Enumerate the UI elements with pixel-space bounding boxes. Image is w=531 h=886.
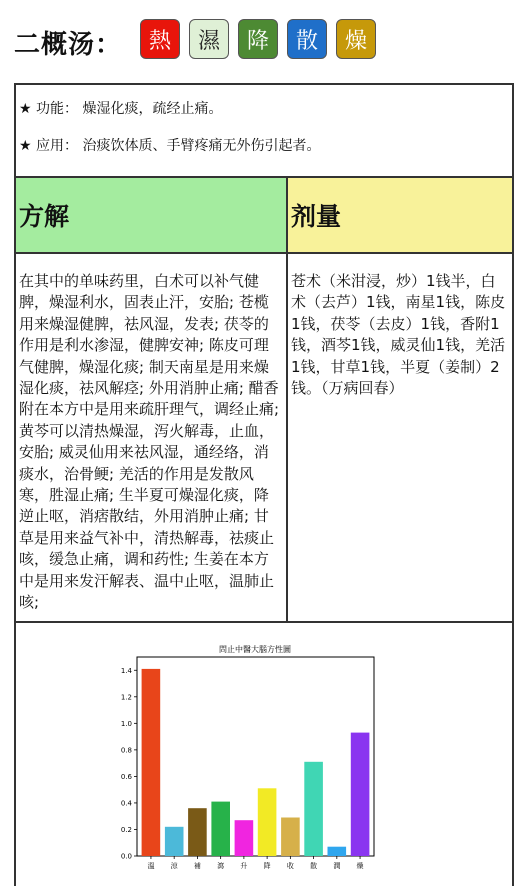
dosage-cell: 苍术（米泔浸，炒）1钱半，白术（去芦）1钱，南星1钱，陈皮1钱，茯苓（去皮）1钱，香附1钱，酒芩1钱，威灵仙1钱，羌活1钱，甘草1钱，半夏（姜制）2钱。（万病回春） — [291, 272, 506, 398]
property-badge-hot[interactable]: 熱 — [140, 19, 180, 59]
bar-9 — [351, 733, 370, 856]
y-tick-label-3: 0.6 — [120, 772, 132, 781]
y-tick-label-6: 1.2 — [120, 693, 132, 702]
usage-label: ★ 应用： — [19, 138, 79, 154]
x-tick-label-4: 升 — [240, 862, 248, 870]
formula-title: 二概汤： — [14, 29, 123, 60]
property-badge-disperse[interactable]: 散 — [287, 19, 327, 59]
x-tick-label-5: 降 — [263, 862, 271, 870]
y-tick-label-1: 0.2 — [120, 825, 132, 834]
bar-0 — [142, 669, 161, 856]
column-header-dosage: 剂量 — [288, 178, 512, 254]
property-badge-descend[interactable]: 降 — [238, 19, 278, 59]
column-header-explanation: 方解 — [16, 178, 288, 254]
chart-title: 問止中醫大腦方性圖 — [219, 645, 291, 654]
y-tick-label-2: 0.4 — [120, 799, 132, 808]
usage-text: 治痰饮体质、手臂疼痛无外伤引起者。 — [82, 138, 321, 154]
bar-5 — [258, 788, 277, 856]
x-tick-label-1: 涼 — [170, 862, 178, 870]
bar-4 — [235, 820, 254, 856]
function-text: 燥湿化痰，疏经止痛。 — [82, 101, 223, 117]
plot-frame — [137, 657, 374, 856]
y-tick-label-5: 1.0 — [120, 719, 132, 728]
property-bar-chart — [16, 623, 512, 886]
formula-table — [14, 176, 514, 623]
x-tick-label-7: 散 — [310, 862, 318, 870]
explanation-cell: 在其中的单味药里，白术可以补气健脾，燥湿利水，固表止汗，安胎; 苍榄用来燥湿健脾，祛风湿，发表; 茯苓的作用是利水渗湿，健脾安神; 陈皮可理气健脾，燥湿化痰; 制天南星是用来燥湿化痰，祛风解痉; 外用消肿止痛; 醋香附在本方中是用来疏肝理气，调经止痛; 黄芩可以清热燥湿，泻火解毒，止血，安胎; 威灵仙用来祛风湿，通经络，消痰水，治骨鲠; 羌活的作用是发散风寒，胜湿止痛; 生半夏可燥湿化痰，降逆止呕，消痞散结，外用消肿止痛; 甘草是用来益气补中，清热解毒，祛痰止咳，缓急止痛，调和药性; 生姜在本方中是用来发汗解表、温中止呕，温肺止咳; — [16, 254, 288, 621]
info-panel — [14, 83, 514, 178]
bar-3 — [211, 802, 230, 856]
bar-6 — [281, 818, 300, 857]
x-tick-label-3: 瀉 — [217, 862, 225, 870]
function-label: ★ 功能： — [19, 101, 79, 117]
header — [14, 14, 385, 64]
x-tick-label-0: 溫 — [147, 862, 155, 870]
bar-8 — [328, 847, 347, 856]
x-tick-label-6: 收 — [286, 862, 294, 870]
property-badge-dry[interactable]: 燥 — [336, 19, 376, 59]
chart-panel — [14, 621, 514, 886]
x-tick-label-8: 潤 — [333, 862, 341, 870]
property-badge-damp[interactable]: 濕 — [189, 19, 229, 59]
y-tick-label-0: 0.0 — [120, 852, 132, 861]
bar-1 — [165, 827, 184, 856]
y-tick-label-7: 1.4 — [120, 666, 132, 675]
function-line — [19, 99, 509, 136]
bar-2 — [188, 808, 207, 856]
x-tick-label-2: 補 — [193, 862, 201, 870]
usage-line — [19, 136, 509, 173]
y-tick-label-4: 0.8 — [120, 746, 132, 755]
bar-7 — [304, 762, 323, 856]
x-tick-label-9: 燥 — [356, 862, 364, 870]
